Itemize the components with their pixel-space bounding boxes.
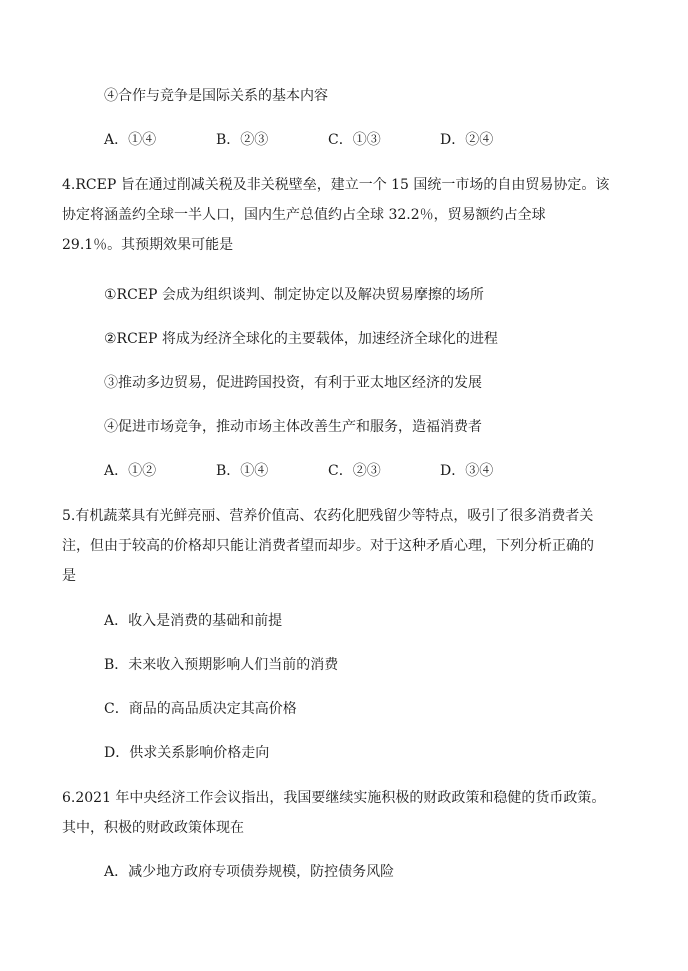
q4-statement-4: ④促进市场竞争，推动市场主体改善生产和服务，造福消费者 bbox=[104, 419, 482, 435]
q4-option-d[interactable]: D．③④ bbox=[440, 463, 494, 479]
q4-statement-3: ③推动多边贸易，促进跨国投资，有利于亚太地区经济的发展 bbox=[104, 375, 482, 391]
q3-option-b[interactable]: B．②③ bbox=[216, 132, 269, 148]
q4-option-b[interactable]: B．①④ bbox=[216, 463, 269, 479]
q6-stem-line-1: 6.2021 年中央经济工作会议指出，我国要继续实施积极的财政政策和稳健的货币政策。 bbox=[62, 790, 606, 806]
q3-options bbox=[104, 130, 564, 150]
q4-stem-line-2: 协定将涵盖约全球一半人口，国内生产总值约占全球 32.2％，贸易额约占全球 bbox=[62, 207, 546, 223]
q5-option-d[interactable]: D．供求关系影响价格走向 bbox=[104, 745, 270, 761]
q4-statement-1: ①RCEP 会成为组织谈判、制定协定以及解决贸易摩擦的场所 bbox=[104, 287, 484, 303]
q6-stem-line-2: 其中，积极的财政政策体现在 bbox=[62, 820, 244, 836]
q5-stem-line-1: 5.有机蔬菜具有光鲜亮丽、营养价值高、农药化肥残留少等特点，吸引了很多消费者关 bbox=[62, 508, 594, 524]
q4-stem-line-1: 4.RCEP 旨在通过削减关税及非关税壁垒，建立一个 15 国统一市场的自由贸易协定。该 bbox=[62, 177, 610, 193]
q6-option-a[interactable]: A．减少地方政府专项债券规模，防控债务风险 bbox=[104, 864, 395, 880]
q3-option-a[interactable]: A．①④ bbox=[104, 132, 157, 148]
q3-option-c[interactable]: C．①③ bbox=[328, 132, 381, 148]
q5-option-a[interactable]: A．收入是消费的基础和前提 bbox=[104, 613, 283, 629]
q5-stem-line-3: 是 bbox=[62, 568, 76, 584]
q4-statement-2: ②RCEP 将成为经济全球化的主要载体，加速经济全球化的进程 bbox=[104, 331, 498, 347]
q5-option-b[interactable]: B．未来收入预期影响人们当前的消费 bbox=[104, 657, 339, 673]
q4-stem-line-3: 29.1％。其预期效果可能是 bbox=[62, 237, 234, 253]
q4-options bbox=[104, 461, 564, 481]
q4-option-c[interactable]: C．②③ bbox=[328, 463, 381, 479]
q3-statement-4: ④合作与竞争是国际关系的基本内容 bbox=[104, 88, 328, 104]
q3-option-d[interactable]: D．②④ bbox=[440, 132, 494, 148]
q5-stem-line-2: 注，但由于较高的价格却只能让消费者望而却步。对于这种矛盾心理，下列分析正确的 bbox=[62, 538, 594, 554]
q4-option-a[interactable]: A．①② bbox=[104, 463, 157, 479]
q5-option-c[interactable]: C．商品的高品质决定其高价格 bbox=[104, 701, 297, 717]
